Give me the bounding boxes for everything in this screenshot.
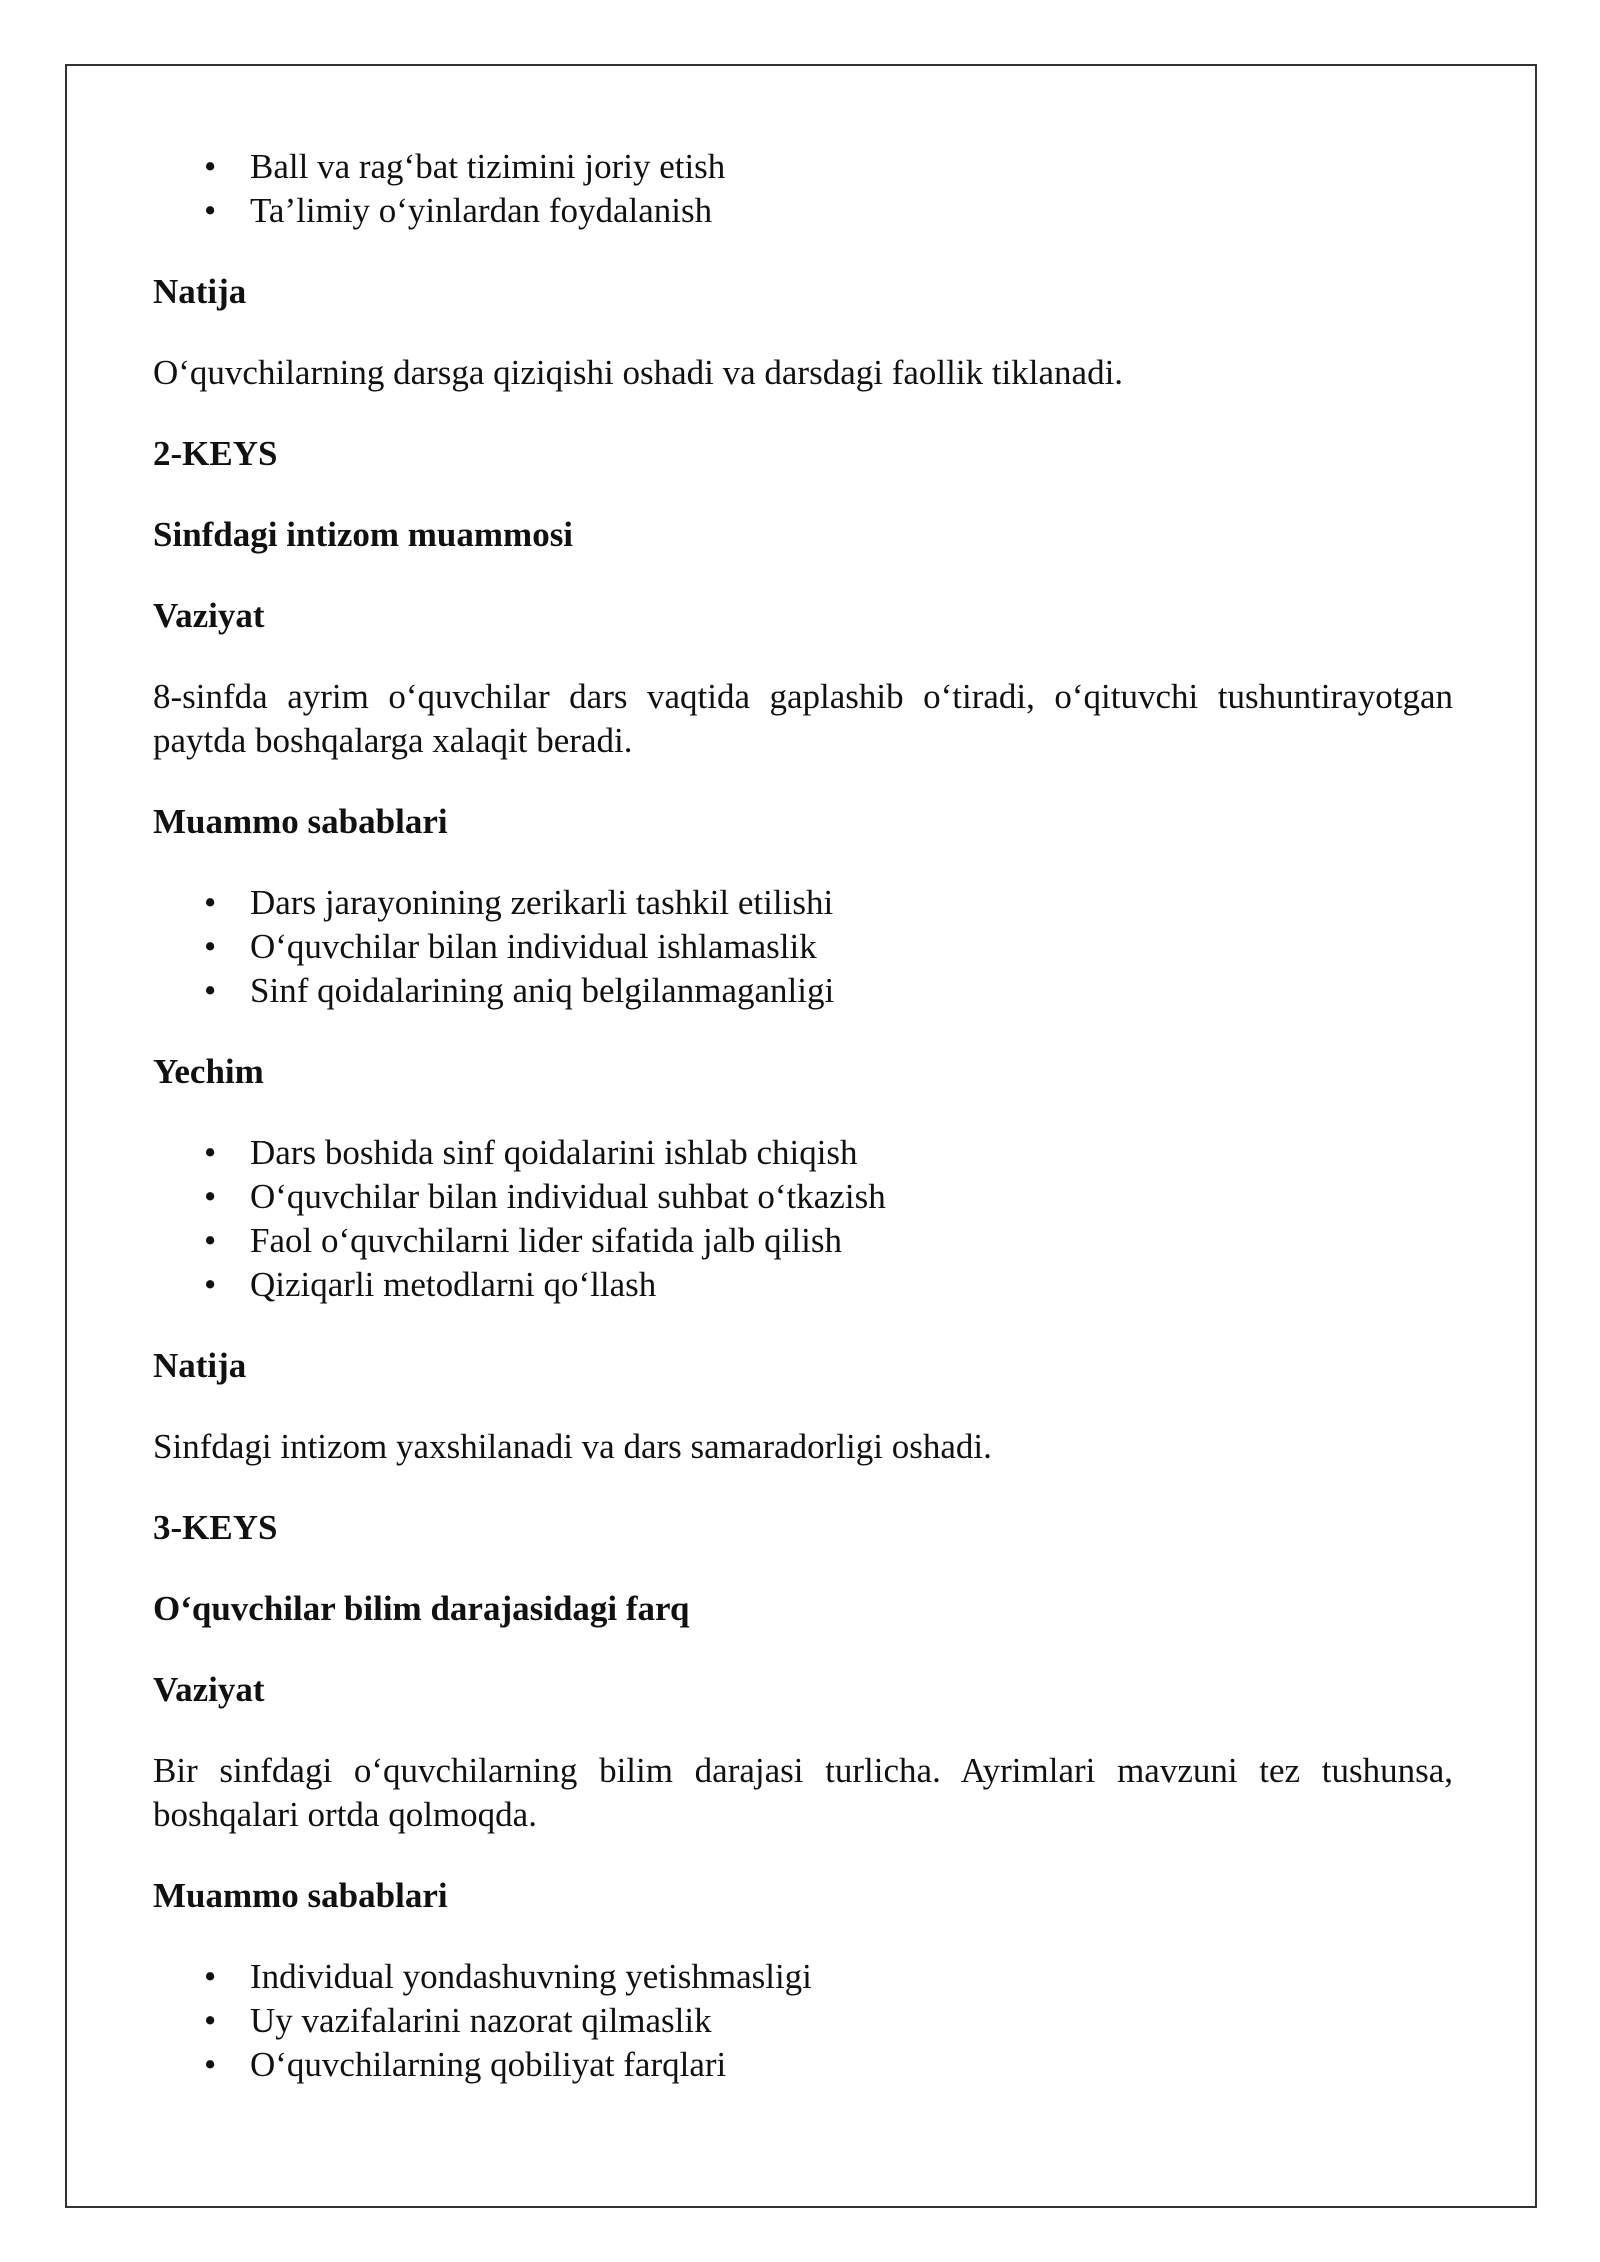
bullet-icon: • <box>204 1957 217 1996</box>
bullet-icon: • <box>204 147 217 186</box>
case-title: 2-KEYS <box>153 434 278 473</box>
bullet-icon: • <box>204 1221 217 1260</box>
bullet-icon: • <box>204 971 217 1010</box>
list-item-text: Faol o‘quvchilarni lider sifatida jalb qilish <box>250 1221 842 1260</box>
bullet-icon: • <box>204 2045 217 2084</box>
bullet-icon: • <box>204 1133 217 1172</box>
paragraph: Sinfdagi intizom yaxshilanadi va dars samaradorligi oshadi. <box>153 1427 992 1466</box>
bullet-icon: • <box>204 1265 217 1304</box>
list-item-text: Ball va rag‘bat tizimini joriy etish <box>250 147 726 186</box>
list-item-text: Dars boshida sinf qoidalarini ishlab chiqish <box>250 1133 858 1172</box>
section-heading: Muammo sabablari <box>153 1876 448 1915</box>
list-item <box>153 1263 1453 1307</box>
paragraph: O‘quvchilarning darsga qiziqishi oshadi va darsdagi faollik tiklanadi. <box>153 353 1124 392</box>
bullet-list <box>153 145 1453 233</box>
list-item <box>153 969 1453 1013</box>
list-item <box>153 1219 1453 1263</box>
list-item-text: O‘quvchilar bilan individual suhbat o‘tkazish <box>250 1177 886 1216</box>
bullet-list <box>153 881 1453 1013</box>
list-item-text: Ta’limiy o‘yinlardan foydalanish <box>250 191 713 230</box>
case-subtitle: Sinfdagi intizom muammosi <box>153 515 574 554</box>
list-item <box>153 925 1453 969</box>
list-item <box>153 1999 1453 2043</box>
section-heading: Vaziyat <box>153 1670 265 1709</box>
list-item-text: Dars jarayonining zerikarli tashkil etilishi <box>250 883 834 922</box>
list-item <box>153 145 1453 189</box>
paragraph: Bir sinfdagi o‘quvchilarning bilim darajasi turlicha. Ayrimlari mavzuni tez tushunsa, boshqalari ortda qolmoqda. <box>153 1751 1453 1834</box>
list-item <box>153 1955 1453 1999</box>
list-item-text: Uy vazifalarini nazorat qilmaslik <box>250 2001 712 2040</box>
list-item-text: O‘quvchilar bilan individual ishlamaslik <box>250 927 817 966</box>
case-subtitle: O‘quvchilar bilim darajasidagi farq <box>153 1589 690 1628</box>
list-item-text: Individual yondashuvning yetishmasligi <box>250 1957 812 1996</box>
list-item-text: Sinf qoidalarining aniq belgilanmaganligi <box>250 971 835 1010</box>
paragraph: 8-sinfda ayrim o‘quvchilar dars vaqtida gaplashib o‘tiradi, o‘qituvchi tushuntirayotgan paytda boshqalarga xalaqit beradi. <box>153 677 1453 760</box>
bullet-list <box>153 1955 1453 2087</box>
bullet-icon: • <box>204 191 217 230</box>
bullet-list <box>153 1131 1453 1307</box>
section-heading: Natija <box>153 1346 247 1385</box>
section-heading: Vaziyat <box>153 596 265 635</box>
section-heading: Natija <box>153 272 247 311</box>
list-item <box>153 881 1453 925</box>
list-item <box>153 1131 1453 1175</box>
bullet-icon: • <box>204 1177 217 1216</box>
section-heading: Yechim <box>153 1052 264 1091</box>
bullet-icon: • <box>204 883 217 922</box>
document-content <box>153 145 1453 2124</box>
section-heading: Muammo sabablari <box>153 802 448 841</box>
list-item <box>153 189 1453 233</box>
bullet-icon: • <box>204 2001 217 2040</box>
list-item <box>153 2043 1453 2087</box>
case-title: 3-KEYS <box>153 1508 278 1547</box>
list-item <box>153 1175 1453 1219</box>
bullet-icon: • <box>204 927 217 966</box>
list-item-text: O‘quvchilarning qobiliyat farqlari <box>250 2045 727 2084</box>
list-item-text: Qiziqarli metodlarni qo‘llash <box>250 1265 657 1304</box>
